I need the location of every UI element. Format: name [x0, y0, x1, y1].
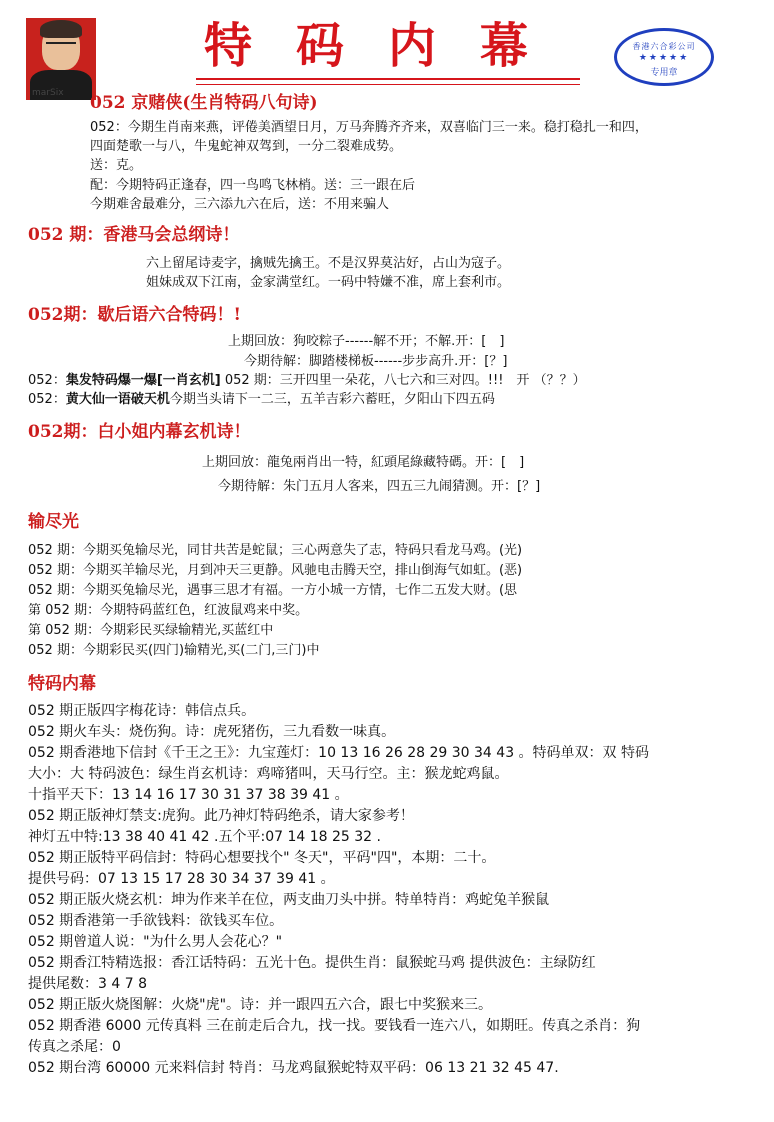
list-item: 052 期正版火烧玄机：坤为作来羊在位，两支曲刀头中拼。特单特肖：鸡蛇兔羊猴鼠 [28, 892, 550, 909]
list-item: 052 期正版特平码信封：特码心想要找个" 冬天"，平码"四"，本期：二十。 [28, 850, 496, 867]
title-underline-thin [196, 84, 580, 85]
tip-prefix: 052： [28, 392, 66, 408]
list-item: 052 期正版四字梅花诗：韩信点兵。 [28, 703, 256, 720]
tip-text: 今期当头请下一二三，五羊吉彩六蓄旺，夕阳山下四五码 [169, 392, 495, 408]
tip-prefix: 052： [28, 372, 66, 388]
list-item: 052 期台湾 60000 元来料信封 特肖：马龙鸡鼠猴蛇特双平码：06 13 21 32 45 47. [28, 1060, 559, 1077]
list-item: 大小：大 特码波色：绿生肖玄机诗：鸡啼猪叫，天马行空。主：猴龙蛇鸡鼠。 [28, 766, 509, 783]
list-item: 052 期曾道人说："为什么男人会花心？" [28, 934, 283, 951]
list-item: 052 期香江特精选报：香江话特码：五光十色。提供生肖：鼠猴蛇马鸡 提供波色：主绿防红 [28, 955, 596, 972]
title-underline [196, 78, 580, 80]
list-item: 神灯五中特:13 38 40 41 42 .五个平:07 14 18 25 32 . [28, 829, 381, 846]
page-title: 特码内幕 [203, 18, 572, 74]
list-item: 052 期：今期买羊输尽光，月到冲天三更静。风驰电击腾天空，排山倒海气如虹。(恶) [28, 563, 523, 579]
section-white-lady-poem [28, 421, 758, 499]
main-content [28, 92, 758, 1079]
list-item: 052 期火车头：烧伤狗。诗：虎死猪伤，三九看数一味真。 [28, 724, 396, 741]
seal-label: 专用章 [650, 68, 678, 78]
company-seal [614, 28, 714, 86]
list-item: 052 期香港 6000 元传真料 三在前走后合九，找一找。要钱看一连六八，如期旺。传真之杀肖：狗 [28, 1018, 641, 1035]
list-item: 052 期正版神灯禁支:虎狗。此乃神灯特码绝杀，请大家参考！ [28, 808, 414, 825]
poem-line: 配：今期特码正逢春，四一鸟鸣飞林梢。送：三一跟在后 [90, 177, 416, 193]
list-item: 052 期：今期买兔输尽光，同甘共苦是蛇鼠；三心两意失了志，特码只看龙马鸡。(光) [28, 543, 523, 559]
proverb-line: 今期待解：脚踏楼梯板------步步高升.开：[？] [244, 353, 508, 369]
tip-source: 黄大仙一语破天机 [65, 392, 170, 408]
portrait-watermark: marSix [32, 88, 64, 98]
list-item: 提供号码：07 13 15 17 28 30 34 37 39 41 。 [28, 871, 335, 888]
tip-source: 集发特码爆一爆[一肖玄机] [65, 372, 221, 388]
portrait-image [26, 18, 96, 100]
poem-line: 四面楚歌一与八，牛鬼蛇神双驾到，一分二裂难成势。 [90, 139, 403, 155]
list-item: 052 期正版火烧图解：火烧"虎"。诗：并一跟四五六合，跟七中奖猴来三。 [28, 997, 493, 1014]
poem-line: 052：今期生肖南来燕，评倦美酒望日月，万马奔腾齐齐来，双喜临门三一来。稳打稳扎一和四， [90, 120, 648, 135]
poem-line: 姐妹成双下江南，金家满堂红。一码中特嫌不准，席上套利市。 [146, 275, 511, 291]
poem-line: 六上留尾诗麦字，擒贼先擒王。不是汉界莫沾好，占山为寇子。 [146, 256, 511, 272]
section-lose-all [28, 511, 758, 661]
list-item: 052 期：今期买兔输尽光，遇事三思才有福。一方小城一方情，七作二五发大财。(思 [28, 583, 518, 599]
poem-line: 今期难舍最难分，三六添九六在后，送：不用来骗人 [90, 196, 390, 212]
portrait-glasses [46, 42, 76, 52]
section-proverb-code [28, 304, 758, 409]
section-heading: 052 京赌侠(生肖特码八句诗) [90, 93, 318, 113]
seal-stars: ★★★★★ [638, 53, 690, 63]
section-heading: 输尽光 [28, 512, 79, 533]
tip-text: 052 期：三开四里一朵花，八七六和三对四。!!! 开 （？？） [220, 372, 586, 388]
poem-line: 送：克。 [90, 158, 143, 174]
portrait-hair [40, 20, 82, 38]
list-item: 十指平天下：13 14 16 17 30 31 37 38 39 41 。 [28, 787, 349, 804]
tip-line [28, 390, 758, 409]
page-header [0, 0, 774, 100]
list-item: 052 期香港第一手欲钱料：欲钱买车位。 [28, 913, 284, 930]
section-heading: 特码内幕 [28, 674, 96, 695]
list-item: 提供尾数：3 4 7 8 [28, 976, 147, 993]
proverb-line: 上期回放：狗咬粽子------解不开；不解.开：[ ] [228, 334, 505, 350]
section-heading: 052期：白小姐内幕玄机诗！ [28, 422, 251, 443]
section-jockey-club-poem [28, 224, 758, 292]
tip-line [28, 371, 758, 390]
list-item: 052 期香港地下信封《千王之王》：九宝莲灯：10 13 16 26 28 29 30 34 43 。特码单双：双 特码 [28, 745, 650, 762]
list-item: 传真之杀尾：0 [28, 1039, 121, 1056]
section-gambler-poem [28, 92, 758, 214]
section-heading: 052期：歇后语六合特码！! [28, 305, 241, 326]
list-item: 052 期：今期彩民买(四门)输精光,买(二门,三门)中 [28, 643, 320, 659]
seal-company-name: 香港六合彩公司 [632, 42, 696, 51]
section-code-insider [28, 673, 758, 1079]
poem-line: 上期回放：龍兔兩肖出一特，紅頭尾綠藏特碼。开：[ ] [202, 455, 525, 471]
poem-line: 今期待解：朱门五月人客来，四五三九闹猜测。开：[？] [218, 479, 541, 495]
section-heading: 052 期：香港马会总纲诗！ [28, 225, 240, 246]
list-item: 第 052 期：今期彩民买绿输精光,买蓝红中 [28, 623, 274, 639]
list-item: 第 052 期：今期特码蓝红色，红波鼠鸡来中奖。 [28, 603, 309, 619]
